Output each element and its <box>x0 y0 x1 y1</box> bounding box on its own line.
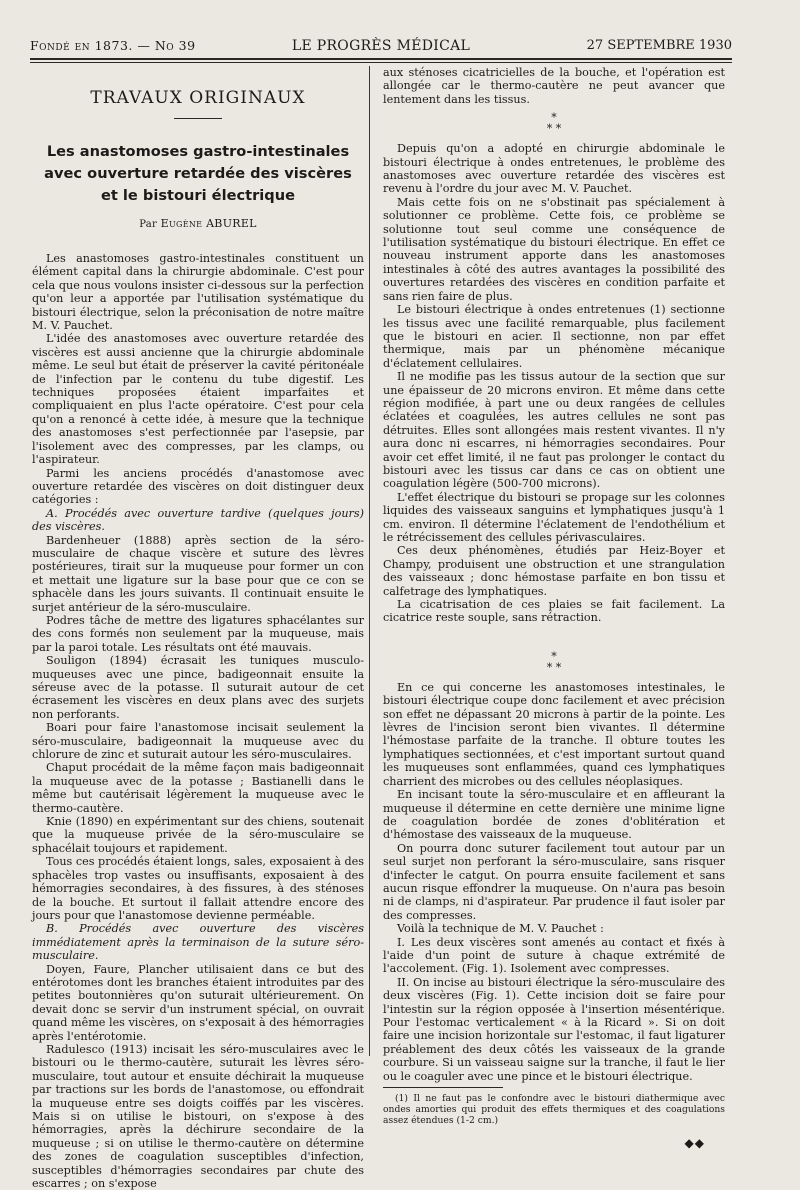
header-rule-thick <box>30 58 732 60</box>
footnote-rule <box>383 1087 503 1088</box>
section-separator-stars <box>383 651 725 673</box>
section-separator-stars <box>383 112 725 134</box>
star: * <box>555 122 562 136</box>
article-title <box>32 141 364 207</box>
paragraph: Depuis qu'on a adopté en chirurgie abdominale le bistouri électrique à ondes entretenues, le problème des anastomoses avec ouverture retardée des viscères est revenu à l'ordre du jour avec M. V. Pauchet. <box>383 142 725 196</box>
founded-issue: Fondé en 1873. — No 39 <box>30 38 196 53</box>
author-name: Eugène ABUREL <box>160 217 257 230</box>
left-column <box>32 66 364 1190</box>
paragraph: II. On incise au bistouri électrique la séro-musculaire des deux viscères (Fig. 1). Cette incision doit se faire pour l'intestin sur la région opposée à l'insertion mésentérique. Pour l'estomac verticalement « à la Ricard ». Si on doit faire une incision horizontale sur l'estomac, il faut ligaturer préablement des deux côtés les vaisseaux de la grande courbure. Si un vaisseau saigne sur la tranche, il faut le lier ou le coaguler avec une pince et le bistouri électrique. <box>383 975 725 1083</box>
paragraph: En ce qui concerne les anastomoses intestinales, le bistouri électrique coupe donc facilement et avec précision son effet ne dépassant 20 microns à partir de la pointe. Les lèvres de l'incision seront bien vivantes. Il détermine l'hémostase parfaite de la tranche. Il obture toutes les lymphatiques sectionnées, et c'est important surtout quand les muqueuses sont enflammées, quand ces lymphatiques charrient des microbes ou des cellules néoplasiques. <box>383 680 725 788</box>
star: * <box>546 660 553 674</box>
paragraph: L'effet électrique du bistouri se propage sur les colonnes liquides des vaisseaux sanguins et lymphatiques jusqu'à 1 cm. environ. Il détermine l'éclatement de l'endothélium et le rétrécissement des cellules périvasculaires. <box>383 490 725 544</box>
subheading: A. Procédés avec ouverture tardive (quelques jours) des viscères. <box>32 506 364 534</box>
paragraph: Podres tâche de mettre des ligatures sphacélantes sur des cons formés non seulement par la muqueuse, mais par la paroi totale. Les résultats ont été mauvais. <box>32 613 364 654</box>
paragraph: Souligon (1894) écrasait les tuniques musculo-muqueuses avec une pince, badigeonnait ensuite la séreuse avec de la potasse. Il suturait autour de cet écrasement les viscères en deux plans avec des surjets non perforants. <box>32 654 364 721</box>
paragraph: On pourra donc suturer facilement tout autour par un seul surjet non perforant la séro-musculaire, sans risquer d'infecter le catgut. On pourra ensuite facilement et sans aucun risque effondrer la muqueuse. On n'aura pas besoin ni de clamps, ni d'aspirateur. Par prudence il faut isoler par des compresses. <box>383 841 725 922</box>
paragraph: Doyen, Faure, Plancher utilisaient dans ce but des entérotomes dont les branches étaient introduites par des petites boutonnières qu'on suturait ultérieurement. On devait donc se servir d'un instrument spécial, on ouvrait quand même les viscères, on s'exposait à des hémorragies après l'entérotomie. <box>32 962 364 1043</box>
ornament-diamonds: ◆◆ <box>684 1136 705 1151</box>
paragraph: Chaput procédait de la même façon mais badigeonnait la muqueuse avec de la potasse ; Bastianelli dans le même but cautérisait légèrement la muqueuse avec le thermo-cautère. <box>32 761 364 815</box>
page-header <box>30 38 732 56</box>
article-title-line: avec ouverture retardée des viscères <box>44 165 352 182</box>
star: * <box>551 111 557 125</box>
section-rule <box>174 118 222 119</box>
paragraph: Ces deux phénomènes, étudiés par Heiz-Boyer et Champy, produisent une obstruction et une strangulation des vaisseaux ; donc hémostase parfaite en bon tissu et calfetrage des lymphatiques. <box>383 544 725 598</box>
column-divider <box>369 66 370 1056</box>
paragraph: En incisant toute la séro-musculaire et en affleurant la muqueuse il détermine en cette dernière une minime ligne de coagulation bordée de zones d'oblitération et d'hémostase des vaisseaux de la muqueuse. <box>383 788 725 842</box>
paragraph: Tous ces procédés étaient longs, sales, exposaient à des sphacèles trop vastes ou insuffisants, exposaient à des hémorragies secondaires, à des fissures, à des sténoses de la bouche. Et surtout il fallait attendre encore des jours pour que l'anastomose devienne perméable. <box>32 855 364 922</box>
article-title-line: Les anastomoses gastro-intestinales <box>46 143 350 160</box>
paragraph: Les anastomoses gastro-intestinales constituent un élément capital dans la chirurgie abdominale. C'est pour cela que nous voulons insister ci-dessous sur la perfection qu'on leur a apportée par l'utilisation systématique du bistouri électrique, selon la préconisation de notre maître M. V. Pauchet. <box>32 252 364 333</box>
right-column <box>383 66 725 1150</box>
paragraph: L'idée des anastomoses avec ouverture retardée des viscères est aussi ancienne que la chirurgie abdominale même. Le seul but était de préserver la cavité péritonéale de l'infection par le contenu du tube digestif. Les techniques proposées étaient imparfaites et compliquaient en plus l'acte opératoire. C'est pour cela qu'on a renoncé à cette idée, à mesure que la technique des anastomoses s'est perfectionnée par l'asepsie, par l'isolement avec des compresses, par les clamps, ou l'aspirateur. <box>32 332 364 467</box>
paragraph: La cicatrisation de ces plaies se fait facilement. La cicatrice reste souple, sans rétraction. <box>383 598 725 625</box>
star: * <box>551 649 557 663</box>
byline <box>32 217 364 230</box>
paragraph: Boari pour faire l'anastomose incisait seulement la séro-musculaire, badigeonnait la muqueuse avec du chlorure de zinc et suturait autour les séro-musculaires. <box>32 721 364 762</box>
paragraph: Bardenheuer (1888) après section de la séro-musculaire de chaque viscère et suture des lèvres postérieures, tirait sur la muqueuse pour former un con et mettait une ligature sur la base pour que ce con se sphacèle dans les jours suivants. Il continuait ensuite le surjet antérieur de la séro-musculaire. <box>32 533 364 614</box>
paragraph: I. Les deux viscères sont amenés au contact et fixés à l'aide d'un point de suture à chaque extrémité de l'accolement. (Fig. 1). Isolement avec compresses. <box>383 935 725 976</box>
footnote: (1) Il ne faut pas le confondre avec le bistouri diathermique avec ondes amorties qui produit des effets thermiques et des coagulations assez étendues (1-2 cm.) <box>383 1093 725 1127</box>
paragraph: Parmi les anciens procédés d'anastomose avec ouverture retardée des viscères on doit distinguer deux catégories : <box>32 466 364 507</box>
paragraph: Le bistouri électrique à ondes entretenues (1) sectionne les tissus avec une facilité remarquable, plus facilement que le bistouri en acier. Il sectionne, non par effet thermique, mais par un phénomène mécanique d'éclatement cellulaires. <box>383 303 725 370</box>
byline-prefix: Par <box>139 219 158 230</box>
star: * <box>555 660 562 674</box>
issue-date: 27 SEPTEMBRE 1930 <box>586 38 732 53</box>
star: * <box>546 122 553 136</box>
paragraph: Il ne modifie pas les tissus autour de la section que sur une épaisseur de 20 microns environ. Et même dans cette région modifiée, à part une ou deux rangées de cellules éclatées et coagulées, les autres cellules ne sont pas détruites. Elles sont allongées mais restent vivantes. Il n'y aura donc ni escarres, ni hémorragies secondaires. Pour avoir cet effet limité, il ne faut pas prolonger le contact du bistouri avec les tissus car dans ce cas on obtient une coagulation légère (500-700 microns). <box>383 370 725 491</box>
paragraph: Mais cette fois on ne s'obstinait pas spécialement à solutionner ce problème. Cette fois, ce problème se solutionne tout seul comme une conséquence de l'utilisation systématique du bistouri électrique. En effet ce nouveau instrument apporte dans les anastomoses intestinales à côté des autres avantages la possibilité des ouvertures retardées des viscères en condition parfaite et sans rien faire de plus. <box>383 195 725 303</box>
article-title-line: et le bistouri électrique <box>100 187 296 204</box>
journal-title: LE PROGRÈS MÉDICAL <box>291 38 471 54</box>
paragraph: aux sténoses cicatricielles de la bouche, et l'opération est allongée car le thermo-cautère ne peut avancer que lentement dans les tissus. <box>383 66 725 106</box>
paragraph: Knie (1890) en expérimentant sur des chiens, soutenait que la muqueuse privée de la séro-musculaire se sphacélait toujours et rapidement. <box>32 815 364 855</box>
paragraph: Radulesco (1913) incisait les séro-musculaires avec le bistouri ou le thermo-cautère, suturait les lèvres séro-musculaire, tout autour et ensuite déchirait la muqueuse par tractions sur les bords de l'anastomose, ou effondrait la muqueuse entre ses doigts coiffés par les viscères. Mais si on utilise le bistouri, on s'expose à des hémorragies, après la déchirure secondaire de la muqueuse ; si on utilise le thermo-cautère on détermine des zones de coagulation susceptibles d'infection, susceptibles d'hémorragies secondaires par chute des escarres ; on s'expose <box>32 1042 364 1190</box>
subheading: B. Procédés avec ouverture des viscères immédiatement après la terminaison de la suture séro-musculaire. <box>32 922 364 963</box>
header-rule-thin <box>30 62 732 63</box>
paragraph: Voilà la technique de M. V. Pauchet : <box>397 922 604 936</box>
section-title: TRAVAUX ORIGINAUX <box>90 88 306 108</box>
